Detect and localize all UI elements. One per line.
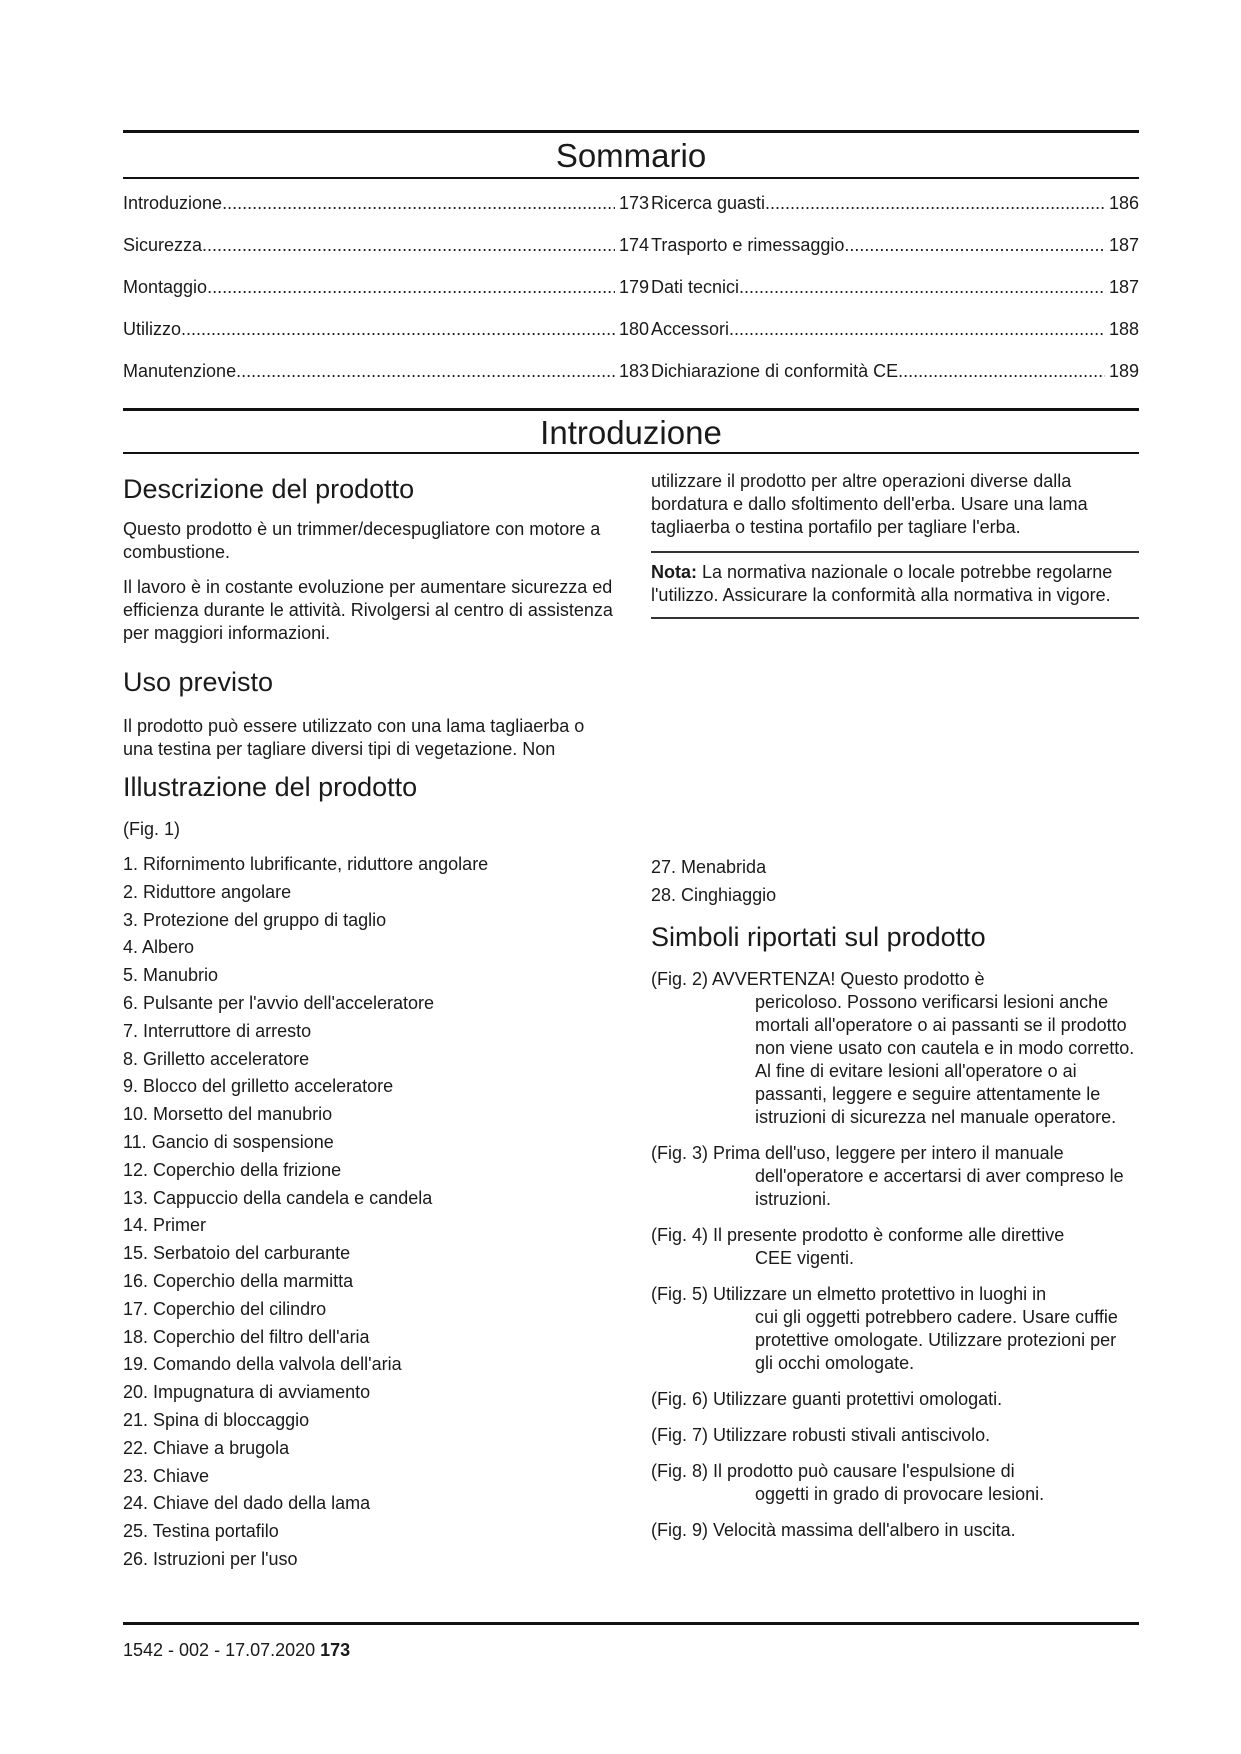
symbol-item: (Fig. 4) Il presente prodotto è conforme alle direttive CEE vigenti. [651,1224,1065,1268]
symbol-item: (Fig. 3) Prima dell'uso, leggere per intero il manuale dell'operatore e accertarsi di aver compreso le istruzioni. [651,1142,1124,1209]
illustrazione-heading: Illustrazione del prodotto [123,772,418,802]
parts-list-left [123,851,613,1574]
sommario-top-rule [123,130,1139,133]
list-item: 25. Testina portafilo [123,1521,279,1542]
toc-right-column [651,193,1139,403]
list-item: 27. Menabrida [651,857,767,877]
intro-bottom-rule [123,452,1139,454]
descrizione-heading: Descrizione del prodotto [123,474,415,504]
list-item: 17. Coperchio del cilindro [123,1298,327,1319]
symbol-item: (Fig. 5) Utilizzare un elmetto protettivo in luoghi in cui gli oggetti potrebbero cadere. Usare cuffie protettive omologate. Utilizzare protezioni per gli occhi omologate. [651,1283,1118,1373]
symbol-item: (Fig. 7) Utilizzare robusti stivali antiscivolo. [651,1424,991,1445]
toc-entry[interactable]: Ricerca guasti ..... 186 [651,193,1139,235]
intro-right-upper [651,470,1139,619]
list-item: 11. Gancio di sospensione [123,1131,334,1152]
list-item: 9. Blocco del grilletto acceleratore [123,1076,394,1097]
nota-top-rule [651,551,1139,553]
list-item: 10. Morsetto del manubrio [123,1104,333,1125]
parts-list-right [651,854,1139,910]
toc-entry[interactable]: Accessori ..... 188 [651,319,1139,361]
list-item: 21. Spina di bloccaggio [123,1409,310,1430]
list-item: 14. Primer [123,1215,207,1236]
list-item: 4. Albero [123,937,195,958]
descrizione-p1: Questo prodotto è un trimmer/decespugliatore con motore a combustione. [123,519,601,562]
symbol-item: (Fig. 6) Utilizzare guanti protettivi omologati. [651,1388,1003,1409]
list-item: 23. Chiave [123,1465,210,1486]
list-item: 26. Istruzioni per l'uso [123,1548,298,1569]
list-item: 8. Grilletto acceleratore [123,1048,310,1069]
toc-entry[interactable]: Sicurezza ..... 174 [123,235,649,277]
list-item: 20. Impugnatura di avviamento [123,1382,371,1403]
toc-entry[interactable]: Montaggio ..... 179 [123,277,649,319]
illustrazione-section [123,770,613,1574]
list-item: 16. Coperchio della marmitta [123,1270,354,1291]
list-item: 5. Manubrio [123,965,219,986]
footer [123,1640,350,1661]
list-item: 24. Chiave del dado della lama [123,1493,371,1514]
toc-entry[interactable]: Dichiarazione di conformità CE ..... 189 [651,361,1139,403]
nota-label: Nota: [651,562,697,582]
intro-top-rule [123,408,1139,411]
list-item: 28. Cinghiaggio [651,884,777,905]
uso-p1: Il prodotto può essere utilizzato con una lama tagliaerba o una testina per tagliare diversi tipi di vegetazione. Non [123,716,585,759]
list-item: 2. Riduttore angolare [123,881,292,902]
uso-p1-continued: utilizzare il prodotto per altre operazioni diverse dalla bordatura e dallo sfoltimento dell'erba. Usare una lama tagliaerba o testina portafilo per tagliare l'erba. [651,471,1088,537]
intro-right-lower [651,854,1139,1555]
toc-left-column [123,193,649,403]
toc-entry[interactable]: Dati tecnici ..... 187 [651,277,1139,319]
toc-entry[interactable]: Utilizzo ..... 180 [123,319,649,361]
intro-left-upper [123,472,613,761]
footer-rule [123,1622,1139,1625]
symbol-item: (Fig. 9) Velocità massima dell'albero in uscita. [651,1519,1016,1540]
simboli-heading: Simboli riportati sul prodotto [651,921,986,952]
list-item: 1. Rifornimento lubrificante, riduttore angolare [123,854,489,874]
toc-entry[interactable]: Manutenzione ..... 183 [123,361,649,403]
list-item: 19. Comando della valvola dell'aria [123,1354,402,1375]
sommario-title: Sommario [555,137,707,174]
list-item: 15. Serbatoio del carburante [123,1243,351,1264]
nota-text: La normativa nazionale o locale potrebbe regolarne l'utilizzo. Assicurare la conformità alla normativa in vigore. [651,562,1113,605]
nota-paragraph [651,561,1139,607]
list-item: 18. Coperchio del filtro dell'aria [123,1326,370,1347]
list-item: 6. Pulsante per l'avvio dell'acceleratore [123,992,435,1013]
intro-title: Introduzione [540,414,722,451]
footer-code: 1542 - 002 - 17.07.2020 [123,1640,321,1660]
list-item: 13. Cappuccio della candela e candela [123,1187,433,1208]
descrizione-p2: Il lavoro è in costante evoluzione per aumentare sicurezza ed efficienza durante le attività. Rivolgersi al centro di assistenza per maggiori informazioni. [123,577,613,643]
list-item: 22. Chiave a brugola [123,1437,290,1458]
symbols-list [651,968,1139,1542]
list-item: 7. Interruttore di arresto [123,1020,312,1041]
page-number: 173 [320,1640,351,1660]
list-item: 12. Coperchio della frizione [123,1159,342,1180]
nota-bottom-rule [651,617,1139,619]
symbol-item: (Fig. 8) Il prodotto può causare l'espulsione di oggetti in grado di provocare lesioni. [651,1460,1045,1504]
list-item: 3. Protezione del gruppo di taglio [123,909,387,930]
toc-entry[interactable]: Trasporto e rimessaggio ..... 187 [651,235,1139,277]
sommario-bottom-rule [123,177,1139,179]
fig-1-reference: (Fig. 1) [123,819,181,839]
toc-entry[interactable]: Introduzione ..... 173 [123,193,649,235]
symbol-item: (Fig. 2) AVVERTENZA! Questo prodotto è pericoloso. Possono verificarsi lesioni anche mortali all'operatore o ai passanti se il prodotto non viene usato con cautela e in modo corretto. Al fine di evitare lesioni all'operatore o ai passanti, leggere e seguire attentamente le istruzioni di sicurezza nel manuale operatore. [651,968,1135,1127]
uso-heading: Uso previsto [123,667,274,697]
